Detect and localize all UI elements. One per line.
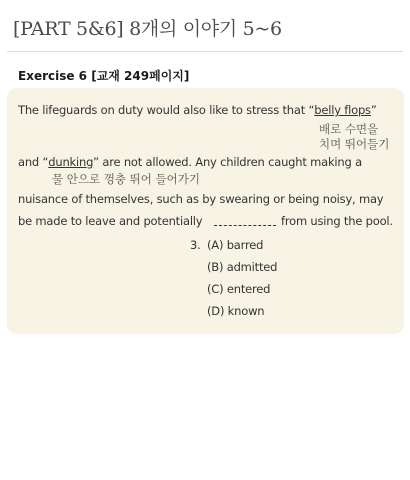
question-number: 3.	[190, 238, 201, 252]
passage-line-2-tail: ” are not allowed. Any children caught making a	[93, 155, 362, 169]
gloss-dunking: 물 안으로 껑충 뛰어 들어가기	[52, 172, 200, 186]
option-d: (D) known	[207, 304, 265, 318]
option-b: (B) admitted	[207, 260, 278, 274]
passage-line-3: nuisance of themselves, such as by swearing or being noisy, may	[18, 192, 384, 206]
passage-line-4-lead: be made to leave and potentially	[18, 214, 203, 228]
term-dunking: dunking	[48, 155, 94, 169]
gloss-belly-flops-line-2: 치며 뛰어들기	[319, 137, 390, 151]
passage-line-4-tail: from using the pool.	[281, 214, 393, 228]
gloss-belly-flops-line-1: 배로 수면을	[319, 122, 379, 136]
passage-line-1-tail: ”	[370, 103, 377, 117]
passage-line-2	[18, 155, 362, 169]
answer-blank	[214, 225, 276, 226]
exercise-heading: Exercise 6 [교재 249페이지]	[18, 69, 190, 83]
passage-line-1	[18, 103, 377, 117]
title-divider	[7, 51, 403, 52]
page-title: [PART 5&6] 8개의 이야기 5~6	[13, 18, 282, 40]
passage-line-2-lead: and “	[18, 155, 49, 169]
option-a: (A) barred	[207, 238, 264, 252]
option-c: (C) entered	[207, 282, 271, 296]
passage-line-1-lead: The lifeguards on duty would also like to stress that “	[18, 103, 315, 117]
term-belly-flops: belly flops	[314, 103, 371, 117]
